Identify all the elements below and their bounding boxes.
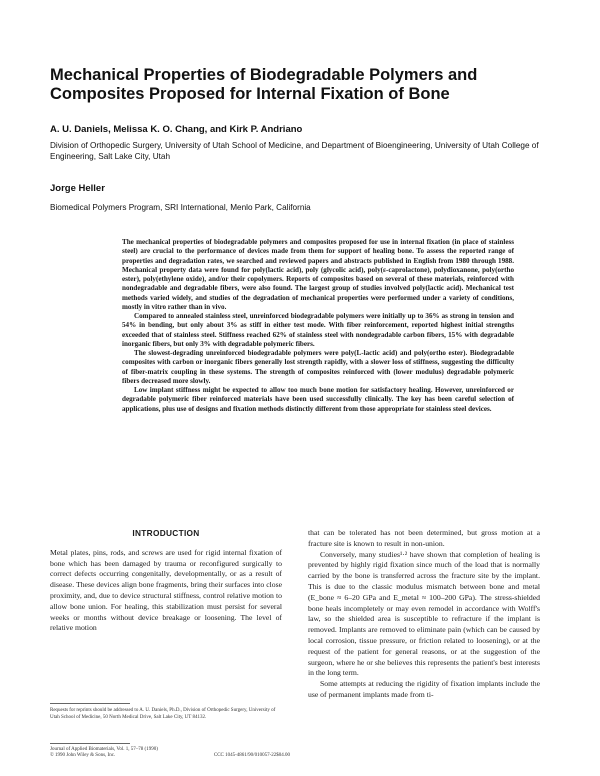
abstract [122, 238, 514, 414]
affiliation-2: Biomedical Polymers Program, SRI International, Menlo Park, California [50, 203, 311, 212]
abstract-paragraph: The slowest-degrading unreinforced biodegradable polymers were poly(L-lactic acid) and poly(ortho ester). Biodegradable composites with carbon or inorganic fibers generally lost strength rapidly, with a slower loss of stiffness, suggesting the difficulty of fiber-matrix coupling in these systems. The strength of composites reinforced with (lower modulus) degradable polymeric fibers decreased more slowly. [122, 349, 514, 385]
abstract-paragraph: The mechanical properties of biodegradable polymers and composites proposed for use in internal fixation (in place of stainless steel) are crucial to the performance of devices made from them for support of healing bone. To assess the reported range of properties and degradation rates, we searched and reviewed papers and abstracts published in English from 1980 through 1988. Mechanical property data were found for poly(lactic acid), poly (glycolic acid), poly(ε-caprolactone), polydioxanone, poly(ortho ester), poly(ethylene oxide), and/or their copolymers. Reports of composites based on several of these materials, reinforced with nondegradable and degradable fibers, were also found. The largest group of studies involved poly(lactic acid). Mechanical test methods varied widely, and studies of the degradation of mechanical properties were performed under a variety of conditions, mostly in vitro rather than in vivo. [122, 238, 514, 311]
section-heading: INTRODUCTION [132, 528, 200, 538]
abstract-paragraph: Low implant stiffness might be expected to allow too much bone motion for satisfactory healing. However, unreinforced or degradable polymeric fiber reinforced materials have been used successfully clinically. The key has been careful selection of applications, plus use of designs and fixation methods distinctly different from those appropriate for stainless steel devices. [122, 386, 514, 413]
abstract-paragraph: Compared to annealed stainless steel, unreinforced biodegradable polymers were initially up to 36% as strong in tension and 54% in bending, but only about 3% as stiff in either test mode. With fiber reinforcement, reported highest initial strengths exceeded that of stainless steel. Stiffness reached 62% of stainless steel with nondegradable carbon fibers, 15% with degradable inorganic fibers, but only 3% with degradable polymeric fibers. [122, 312, 514, 348]
author-list: A. U. Daniels, Melissa K. O. Chang, and Kirk P. Andriano [50, 124, 303, 135]
right-column [308, 528, 540, 701]
left-column [50, 528, 282, 634]
journal-citation: Journal of Applied Biomaterials, Vol. 1, 57–78 (1990) [50, 747, 158, 752]
footnote-rule [50, 703, 130, 704]
journal-info [50, 747, 290, 760]
body-paragraph: Some attempts at reducing the rigidity of fixation implants include the use of permanent implants made from ti- [308, 679, 540, 699]
reprint-footnote: Requests for reprints should be addressed to A. U. Daniels, Ph.D., Division of Orthopedic Surgery, University of Utah School of Medicine, 50 North Medical Drive, Salt Lake City, UT 84132. [50, 708, 276, 720]
author-2: Jorge Heller [50, 183, 105, 194]
body-paragraph: Metal plates, pins, rods, and screws are used for rigid internal fixation of bone which has been damaged by trauma or reconfigured surgically to correct defects occurring congenitally, developmentally, or as a result of disease. These devices align bone fragments, bring their surfaces into close proximity, and, due to device structural stiffness, control relative motion to allow bone union. For healing, this stabilization must persist for several weeks or months without device breakage or loosening. The level of relative motion [50, 547, 282, 633]
body-paragraph: Conversely, many studies¹·² have shown that completion of healing is prevented by highly rigid fixation since much of the load that is normally carried by the bone is transferred across the fracture site by the implant. This is due to the classic modulus mismatch between bone and metal (E_bone ≈ 6–20 GPa and E_metal ≈ 100–200 GPa). The stress-shielded bone heals incompletely or may even remodel in accordance with Wolff's law, so the shielded area is susceptible to refracture if the implant is removed. Implants are removed to eliminate pain (which can be caused by local corrosion, tissue pressure, or friction related to loosening), or at the request of the patient for general reasons, or at the suggestion of the surgeon, where he or she believes this represents the patient's best interests in the long term. [308, 549, 540, 678]
affiliation-1: Division of Orthopedic Surgery, University of Utah School of Medicine, and Department of Bioengineering, University of Utah College of Engineering, Salt Lake City, Utah [50, 141, 539, 161]
body-paragraph: that can be tolerated has not been determined, but gross motion at a fracture site is known to result in non-union. [308, 528, 540, 548]
copyright-line: © 1990 John Wiley & Sons, Inc. [50, 753, 116, 759]
journal-rule [50, 743, 130, 744]
ccc-code: CCC 1045-4861/90/010057-22$04.00 [213, 753, 290, 759]
article-title: Mechanical Properties of Biodegradable Polymers and Composites Proposed for Internal Fixation of Bone [50, 66, 478, 103]
